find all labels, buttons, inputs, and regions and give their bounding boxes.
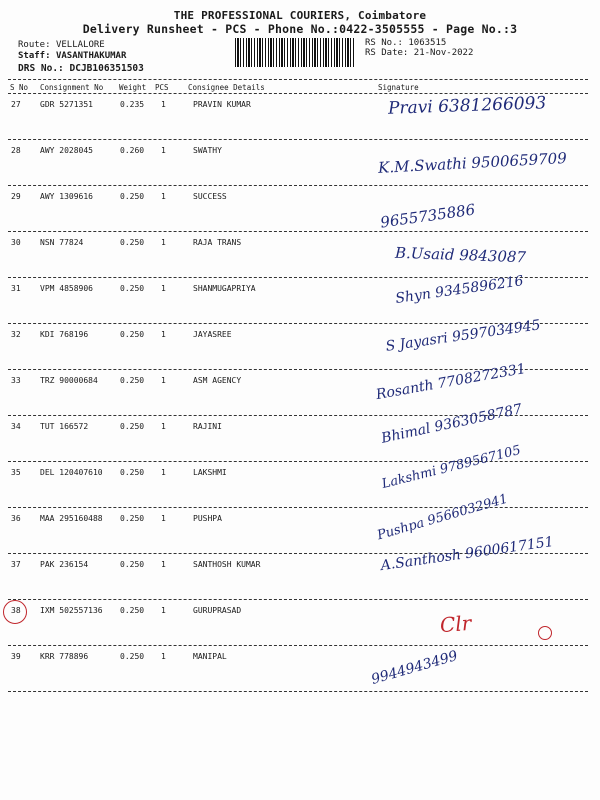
- table-row: [0, 606, 600, 652]
- row-consignment-no: TRZ 90000684: [40, 376, 98, 385]
- row-sno: 30: [11, 238, 21, 247]
- route-value: VELLALORE: [55, 40, 105, 50]
- handwritten-signature: Lakshmi 9789567105: [380, 442, 523, 493]
- row-sno: 28: [11, 146, 21, 155]
- red-circle-stamp: [538, 626, 552, 640]
- handwritten-signature: Pushpa 9566032941: [375, 491, 510, 544]
- staff-line: Staff: VASANTHAKUMAR: [18, 51, 127, 61]
- col-consignment-header: Consignment No: [40, 83, 104, 92]
- row-sno: 32: [11, 330, 21, 339]
- table-row: [0, 533, 600, 606]
- drs-line: DRS No.: DCJB106351503: [18, 63, 144, 74]
- row-consignment-no: MAA 295160488: [40, 514, 103, 523]
- row-consignee: SANTHOSH KUMAR: [193, 560, 261, 569]
- rs-no-value: 1063515: [408, 38, 447, 48]
- handwritten-signature: Rosanth 7708272331: [374, 360, 527, 404]
- row-weight: 0.250: [120, 652, 145, 661]
- row-pcs: 1: [161, 146, 166, 155]
- row-consignment-no: KRR 778896: [40, 652, 89, 661]
- table-row: [0, 648, 600, 698]
- red-circle-mark: [3, 600, 27, 624]
- drs-value: DCJB106351503: [69, 63, 144, 74]
- rs-date-line: RS Date: 21-Nov-2022: [365, 48, 474, 58]
- handwritten-signature: Pravi 6381266093: [387, 93, 547, 119]
- row-weight: 0.250: [120, 376, 145, 385]
- handwritten-signature: B.Usaid 9843087: [394, 243, 527, 267]
- handwritten-signature: 9944943499: [369, 648, 460, 688]
- row-divider: [8, 185, 588, 186]
- col-pcs-header: PCS: [155, 83, 169, 92]
- col-signature-header: Signature: [378, 83, 419, 92]
- handwritten-signature: Shyn 9345896216: [394, 273, 525, 307]
- rs-date-value: 21-Nov-2022: [413, 48, 474, 58]
- row-weight: 0.235: [120, 100, 145, 109]
- row-consignee: SHANMUGAPRIYA: [193, 284, 256, 293]
- row-divider: [8, 599, 588, 600]
- row-sno: 29: [11, 192, 21, 201]
- table-row: [0, 93, 600, 146]
- row-sno: 39: [11, 652, 21, 661]
- row-weight: 0.250: [120, 606, 145, 615]
- row-pcs: 1: [161, 514, 166, 523]
- company-title: THE PROFESSIONAL COURIERS, Coimbatore: [173, 9, 427, 22]
- row-pcs: 1: [161, 238, 166, 247]
- row-weight: 0.250: [120, 560, 145, 569]
- row-pcs: 1: [161, 468, 166, 477]
- row-sno: 35: [11, 468, 21, 477]
- row-consignment-no: NSN 77824: [40, 238, 84, 247]
- row-weight: 0.250: [120, 192, 145, 201]
- row-weight: 0.250: [120, 514, 145, 523]
- col-sno-header: S No: [10, 83, 29, 92]
- row-consignee: JAYASREE: [193, 330, 232, 339]
- row-pcs: 1: [161, 606, 166, 615]
- row-consignee: RAJA TRANS: [193, 238, 242, 247]
- row-sno: 34: [11, 422, 21, 431]
- row-weight: 0.250: [120, 330, 145, 339]
- row-weight: 0.250: [120, 422, 145, 431]
- handwritten-signature: S Jayasri 9597034945: [384, 317, 542, 355]
- row-divider: [8, 691, 588, 692]
- handwritten-signature: Bhimal 9363058787: [379, 401, 524, 447]
- row-consignment-no: GDR 5271351: [40, 100, 93, 109]
- row-consignment-no: KDI 768196: [40, 330, 89, 339]
- row-consignee: PRAVIN KUMAR: [193, 100, 251, 109]
- row-pcs: 1: [161, 192, 166, 201]
- row-pcs: 1: [161, 560, 166, 569]
- row-sno: 38: [11, 606, 21, 615]
- row-weight: 0.250: [120, 238, 145, 247]
- row-sno: 33: [11, 376, 21, 385]
- row-weight: 0.260: [120, 146, 145, 155]
- rs-no-line: RS No.: 1063515: [365, 38, 447, 48]
- row-sno: 36: [11, 514, 21, 523]
- col-consignee-header: Consignee Details: [188, 83, 265, 92]
- table-row: [0, 192, 600, 238]
- row-consignment-no: VPM 4858906: [40, 284, 93, 293]
- barcode-image: [235, 38, 355, 67]
- staff-value: VASANTHAKUMAR: [55, 51, 127, 61]
- row-consignee: MANIPAL: [193, 652, 227, 661]
- row-consignee: SWATHY: [193, 146, 222, 155]
- row-pcs: 1: [161, 100, 166, 109]
- handwritten-signature: 9655735886: [379, 200, 477, 232]
- table-row: [0, 146, 600, 192]
- row-divider: [8, 139, 588, 140]
- row-weight: 0.250: [120, 468, 145, 477]
- row-sno: 31: [11, 284, 21, 293]
- handwritten-signature: A.Santhosh 9600617151: [379, 533, 555, 575]
- row-sno: 37: [11, 560, 21, 569]
- row-divider: [8, 231, 588, 232]
- row-consignee: GURUPRASAD: [193, 606, 242, 615]
- route-line: Route: VELLALORE: [18, 40, 105, 50]
- row-pcs: 1: [161, 652, 166, 661]
- row-consignment-no: IXM 502557136: [40, 606, 103, 615]
- row-consignment-no: PAK 236154: [40, 560, 89, 569]
- row-pcs: 1: [161, 284, 166, 293]
- handwritten-signature: K.M.Swathi 9500659709: [377, 149, 568, 177]
- row-divider: [8, 645, 588, 646]
- row-pcs: 1: [161, 422, 166, 431]
- row-consignment-no: AWY 1309616: [40, 192, 93, 201]
- row-consignment-no: AWY 2028045: [40, 146, 93, 155]
- row-pcs: 1: [161, 376, 166, 385]
- row-consignee: PUSHPA: [193, 514, 222, 523]
- handwritten-signature: Clr: [439, 610, 473, 638]
- row-pcs: 1: [161, 330, 166, 339]
- row-weight: 0.250: [120, 284, 145, 293]
- table-row: [0, 442, 600, 514]
- row-consignee: SUCCESS: [193, 192, 227, 201]
- runsheet-title: Delivery Runsheet - PCS - Phone No.:0422-3505555 - Page No.:3: [82, 22, 518, 36]
- row-sno: 27: [11, 100, 21, 109]
- row-consignment-no: TUT 166572: [40, 422, 89, 431]
- row-consignee: RAJINI: [193, 422, 222, 431]
- header-divider-top: [8, 79, 588, 80]
- row-consignment-no: DEL 120407610: [40, 468, 103, 477]
- row-consignee: LAKSHMI: [193, 468, 227, 477]
- row-consignee: ASM AGENCY: [193, 376, 242, 385]
- col-weight-header: Weight: [119, 83, 147, 92]
